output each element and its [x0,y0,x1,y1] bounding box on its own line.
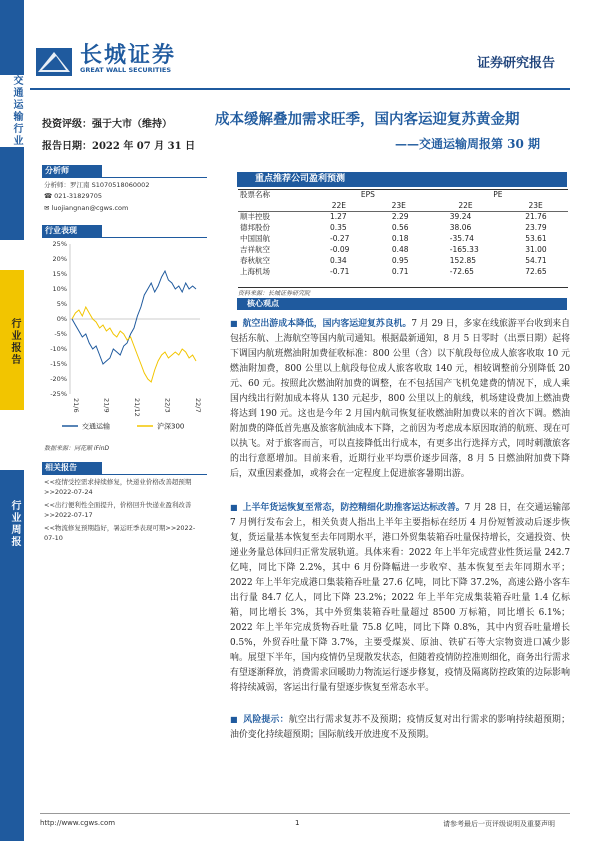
legend-label-hs300: 沪深300 [157,422,185,431]
side-label-mid: 行业报告 [9,318,20,366]
legend-label-transport: 交通运输 [82,422,110,431]
col-year: 22E [331,201,347,210]
header-divider [30,88,570,90]
stock-name: 中国国航 [240,234,270,243]
cell: 1.27 [330,212,347,221]
footer-disclaimer: 请参考最后一页评级说明及重要声明 [443,820,555,828]
logo-mark-icon [34,40,74,80]
related-item[interactable]: <<出行便利性全面提升，价格回升快递业盈利改善>>2022-07-17 [44,501,192,519]
related-section-head: 相关报告 [42,462,102,474]
col-pe: PE [493,190,503,199]
stock-name: 上海机场 [240,267,270,276]
company-logo [34,36,244,86]
table-row [238,233,568,244]
square-bullet-icon: ■ [230,503,243,512]
core-paragraph-1 [230,316,570,482]
related-item[interactable]: <<物流修复预期趋好，暑运旺季表现可期>>2022-07-10 [44,524,196,542]
stock-name: 春秋航空 [240,256,270,265]
y-tick-label: -5% [54,330,67,338]
cell: 0.34 [330,256,347,265]
footer-url[interactable]: http://www.cgws.com [40,819,116,827]
y-tick-label: 0% [56,315,67,323]
x-tick-label: 21/6 [72,398,80,413]
cell: -165.33 [449,245,479,254]
table-row [238,266,568,277]
cell: 0.35 [330,223,347,232]
trend-section-head: 行业表现 [42,225,102,237]
analyst-phone-row [44,192,102,200]
series-transport-line [72,271,196,364]
cell: 39.24 [449,212,472,221]
cell: 53.61 [525,234,547,243]
y-tick-label: 25% [52,240,67,248]
p1-lead: 航空出游成本降低，国内客运迎复苏良机。 [242,319,412,329]
core-paragraph-3 [230,712,570,743]
cell: 38.06 [449,223,472,232]
cell: -35.74 [449,234,474,243]
cell: 0.48 [391,245,409,254]
cell: 0.56 [391,223,409,232]
phone-icon: ☎ [44,192,55,200]
email-icon: ✉ [44,204,52,212]
cell: -0.71 [330,267,350,276]
p1-body: 7 月 29 日，多家在线旅游平台收到来自包括东航、上海航空等国内航司通知。根据最新通知，8 月 5 日零时（出票日期）起将下调国内航班燃油附加费征收标准：800 公里（含）以下航段每位成人旅客收取 10 元燃油附加费，800 公里以上航段每位成人旅客收取 140 元，相较调整前分别降低 20 元、60 元。按照此次燃油附加费的调整，在不包括国产飞机免建费的情况下，成人乘国内线出行附加成本将从 130 元起步，800 公里以上的航线，机场建设费加上燃油费将达到 190 元。这也是今年 2 月国内航司恢复征收燃油附加费以来的首次下调。燃油附加费的降低首先惠及旅客航油成本下降，之前因为考虑成本原因取消的航班、现在可以执飞。对于旅客而言，可以直接降低出行成本，有更多出行选择方式，同时刺激旅客的出行意愿增加。目前来看，近期行业平均票价逐步回落，8 月 5 日燃油附加费下降后，双重因素叠加，或将会在一定程度上促进旅客暑期出游。 [230,319,570,479]
square-bullet-icon: ■ [230,715,244,724]
report-type-label: 证券研究报告 [476,56,555,71]
col-eps: EPS [360,190,375,199]
cell: 0.71 [391,267,409,276]
p2-lead: 上半年货运恢复至常态，防控精细化助推客运达标改善。 [242,503,465,513]
cell: 72.65 [525,267,547,276]
investment-rating: 投资评级：强于大市（维持） [42,119,172,130]
cell: -72.65 [449,267,474,276]
report-title: 成本缓解叠加需求旺季，国内客运迎复苏黄金期 [215,111,520,128]
trend-source: 数据来源：同花顺 iFinD [44,445,110,452]
cell: 0.95 [391,256,409,265]
core-paragraph-2 [230,500,570,696]
report-subtitle: ——交通运输周报第 30 期 [395,137,541,151]
stock-name: 吉祥航空 [240,245,270,254]
analyst-divider [42,177,207,178]
table-source: 资料来源：长城证券研究院 [238,290,311,297]
col-stock-name: 股票名称 [240,190,270,199]
p2-body: 7 月 28 日，在交通运输部 7 月例行发布会上，相关负责人指出上半年主要指标在经历 4 月份短暂波动后逐步恢复，货运量基本恢复至去年同期水平，港口外贸集装箱吞吐量保持增长，交通投资、快递业务量总体回归正常发展轨道。具体来看：2022 年上半年完成营业性货运量 242.7 亿吨，同比下降 2.2%，其中 6 月份降幅进一步收窄、基本恢复至去年同期水平；2022 年上半年完成港口集装箱吞吐量 27.6 亿吨，同比下降 37.2%，高速公路小客车出行量 84.7 亿人，同比下降 23.2%；2022 年上半年完成集装箱吞吐量 1.4 亿标箱，同比增长 3%，其中外贸集装箱吞吐量超过 8500 万标箱，同比增长 6.1%；2022 年上半年完成货物吞吐量 75.8 亿吨，同比下降 0.8%，其中内贸吞吐量增长 0.5%，外贸吞吐量下降 3.7%，主要受煤炭、原油、铁矿石等大宗物资进口减少影响。展望下半年，国内疫情仍呈现散发状态，但随着疫情防控准则细化，商务出行需求有望逐渐释放，消费需求回暖助力物流运行逐步修复，疫情及隔离防控政策的边际影响将持续减弱，客运出行量有望逐步恢复至常态水平。 [230,503,571,693]
y-tick-label: -20% [50,375,67,383]
side-label-bottom: 行业周报 [9,500,20,548]
side-label-top: 交通运输行业 [0,75,24,147]
logo-cn: 长城证券 [80,42,177,68]
col-year: 23E [391,201,406,210]
cell: 152.85 [449,256,477,265]
industry-trend-chart [42,238,207,438]
x-tick-label: 22/3 [163,398,172,413]
analyst-section-head: 分析师 [42,165,102,177]
p3-body: 航空出行需求复苏不及预期；疫情反复对出行需求的影响持续超预期；油价变化持续超预期；国际航线开放进度不及预期。 [230,715,571,740]
footer-divider [40,813,570,814]
analyst-email[interactable]: luojiangnan@cgws.com [51,204,129,212]
y-tick-label: 15% [52,270,67,278]
analyst-email-row[interactable] [44,204,128,212]
cell: -0.27 [330,234,350,243]
related-divider [42,474,207,475]
cell: 21.76 [525,212,547,221]
analyst-name: 分析师：罗江南 S1070518060002 [44,181,150,189]
col-year: 22E [458,201,473,210]
logo-en: GREAT WALL SECURITIES [80,66,172,74]
analyst-phone: 021-31829705 [54,192,103,200]
stock-name: 德邦股份 [240,223,270,232]
y-tick-label: -10% [50,345,67,353]
x-tick-label: 21/12 [133,398,141,417]
core-points-head: 核心观点 [237,298,567,310]
related-item[interactable]: <<疫情受控需求持续修复，快递业价格改善超预期>>2022-07-24 [44,478,192,496]
y-tick-label: -25% [50,390,67,398]
y-tick-label: -15% [50,360,67,368]
cell: 0.18 [391,234,409,243]
related-list [44,477,204,543]
cell: 31.00 [525,245,547,254]
x-tick-label: 22/7 [194,398,202,413]
table-row [238,222,568,233]
cell: 54.71 [525,256,547,265]
table-row [238,255,568,266]
page-number: 1 [295,819,300,827]
p3-lead: 风险提示： [243,715,289,725]
x-tick-label: 21/9 [102,398,111,413]
cell: 23.79 [525,223,547,232]
col-year: 23E [528,201,543,210]
cell: -0.09 [330,245,350,254]
y-tick-label: 20% [52,255,67,263]
cell: 2.29 [391,212,409,221]
table-header-rule [238,211,568,212]
table-row [238,244,568,255]
profit-table-head: 重点推荐公司盈利预测 [237,172,567,187]
y-tick-label: 10% [52,285,67,293]
square-bullet-icon: ■ [230,319,243,328]
stock-name: 顺丰控股 [240,212,270,221]
y-tick-label: 5% [56,300,67,308]
table-row [238,211,568,222]
report-date: 报告日期：2022 年 07 月 31 日 [42,141,196,152]
profit-forecast-table [238,189,568,277]
